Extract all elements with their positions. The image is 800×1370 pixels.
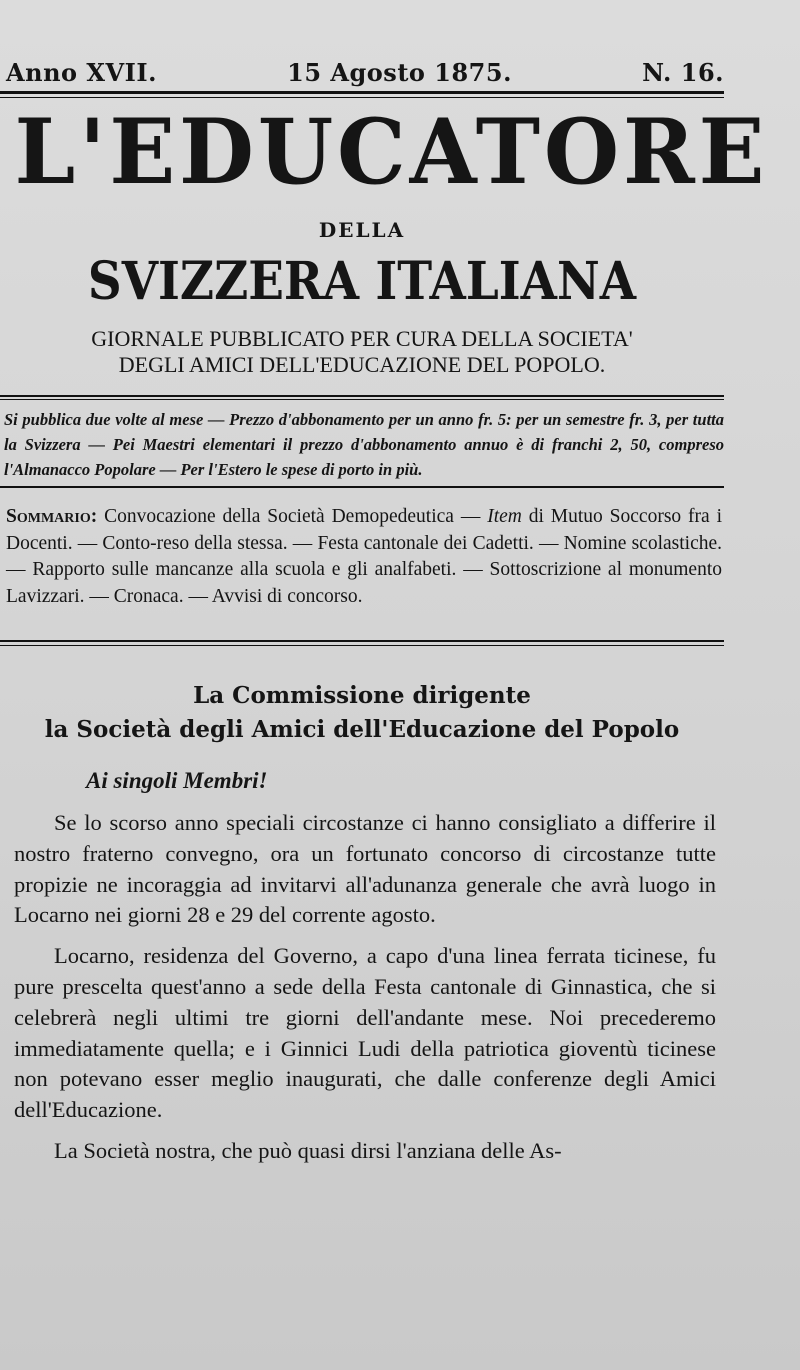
article-paragraph-1: Se lo scorso anno speciali circostanze ci hanno consigliato a differire il nostro fraterno convegno, ora un fortunato concorso di circostanze tutte propizie ne incoraggia ad invitarvi all'adunanza generale che avrà luogo in Locarno nei giorni 28 e 29 del corrente agosto. (14, 810, 716, 928)
article-paragraph-3: La Società nostra, che può quasi dirsi l'anziana delle As- (54, 1137, 562, 1163)
article-paragraph-2: Locarno, residenza del Governo, a capo d'una linea ferrata ticinese, fu pure prescelta quest'anno a sede della Festa cantonale di Ginnastica, che si celebrerà negli ultimi tre giorni dell'andante mese. Noi precederemo immediatamente quella; e i Ginnici Ludi della patriotica gioventù ticinese non potevano esser meglio inaugurati, che dalle conferenze degli Amici dell'Educazione. (14, 943, 716, 1123)
issue-number: N. 16. (642, 58, 724, 87)
header-rule-upper (0, 395, 724, 397)
newspaper-subtitle: SVIZZERA ITALIANA (87, 251, 637, 312)
masthead-rule-thin (0, 97, 724, 98)
article-heading-line-1: La Commissione dirigente (193, 682, 531, 709)
article-greeting: Ai singoli Membri! (86, 768, 268, 793)
sommario-summary (6, 504, 722, 610)
description-line-2: DEGLI AMICI DELL'EDUCAZIONE DEL POPOLO. (118, 352, 606, 377)
article-heading-line-2: la Società degli Amici dell'Educazione del Popolo (44, 716, 680, 743)
sommario-rule-thin (0, 645, 724, 646)
description-line-1: GIORNALE PUBBLICATO PER CURA DELLA SOCIETA' (91, 326, 633, 351)
title-della: DELLA (318, 218, 406, 242)
masthead-info (6, 58, 724, 87)
issue-date: 15 Agosto 1875. (287, 58, 512, 87)
sommario-item: Item (487, 506, 522, 527)
subscription-rule (0, 486, 724, 488)
sommario-rule-thick (0, 640, 724, 642)
masthead-rule-thick (0, 91, 724, 94)
newspaper-title: L'EDUCATORE (14, 99, 769, 205)
subscription-info: Si pubblica due volte al mese — Prezzo d'abbonamento per un anno fr. 5: per un semestre fr. 3, per tutta la Svizzera — Pei Maestri elementari il prezzo d'abbonamento annuo è di franchi 2, 50, compreso l'Almanacco Popolare — Per l'Estero le spese di porto in più. (4, 410, 724, 479)
sommario-text-2: di Mutuo Soccorso fra i Docenti. — Conto-reso della stessa. — Festa cantonale dei Cadetti. — Nomine scolastiche. — Rapporto sulle mancanze alla scuola e gli analfabeti. — Sottoscrizione al monumento Lavizzari. — Cronaca. — Avvisi di concorso. (6, 506, 722, 607)
article-body (14, 808, 716, 1177)
newspaper-description (0, 326, 724, 378)
issue-year: Anno XVII. (6, 58, 157, 87)
sommario-label: Sommario: (6, 506, 98, 527)
sommario-text-1: Convocazione della Società Demopedeutica — (97, 506, 488, 527)
header-rule-upper-thin (0, 399, 724, 400)
